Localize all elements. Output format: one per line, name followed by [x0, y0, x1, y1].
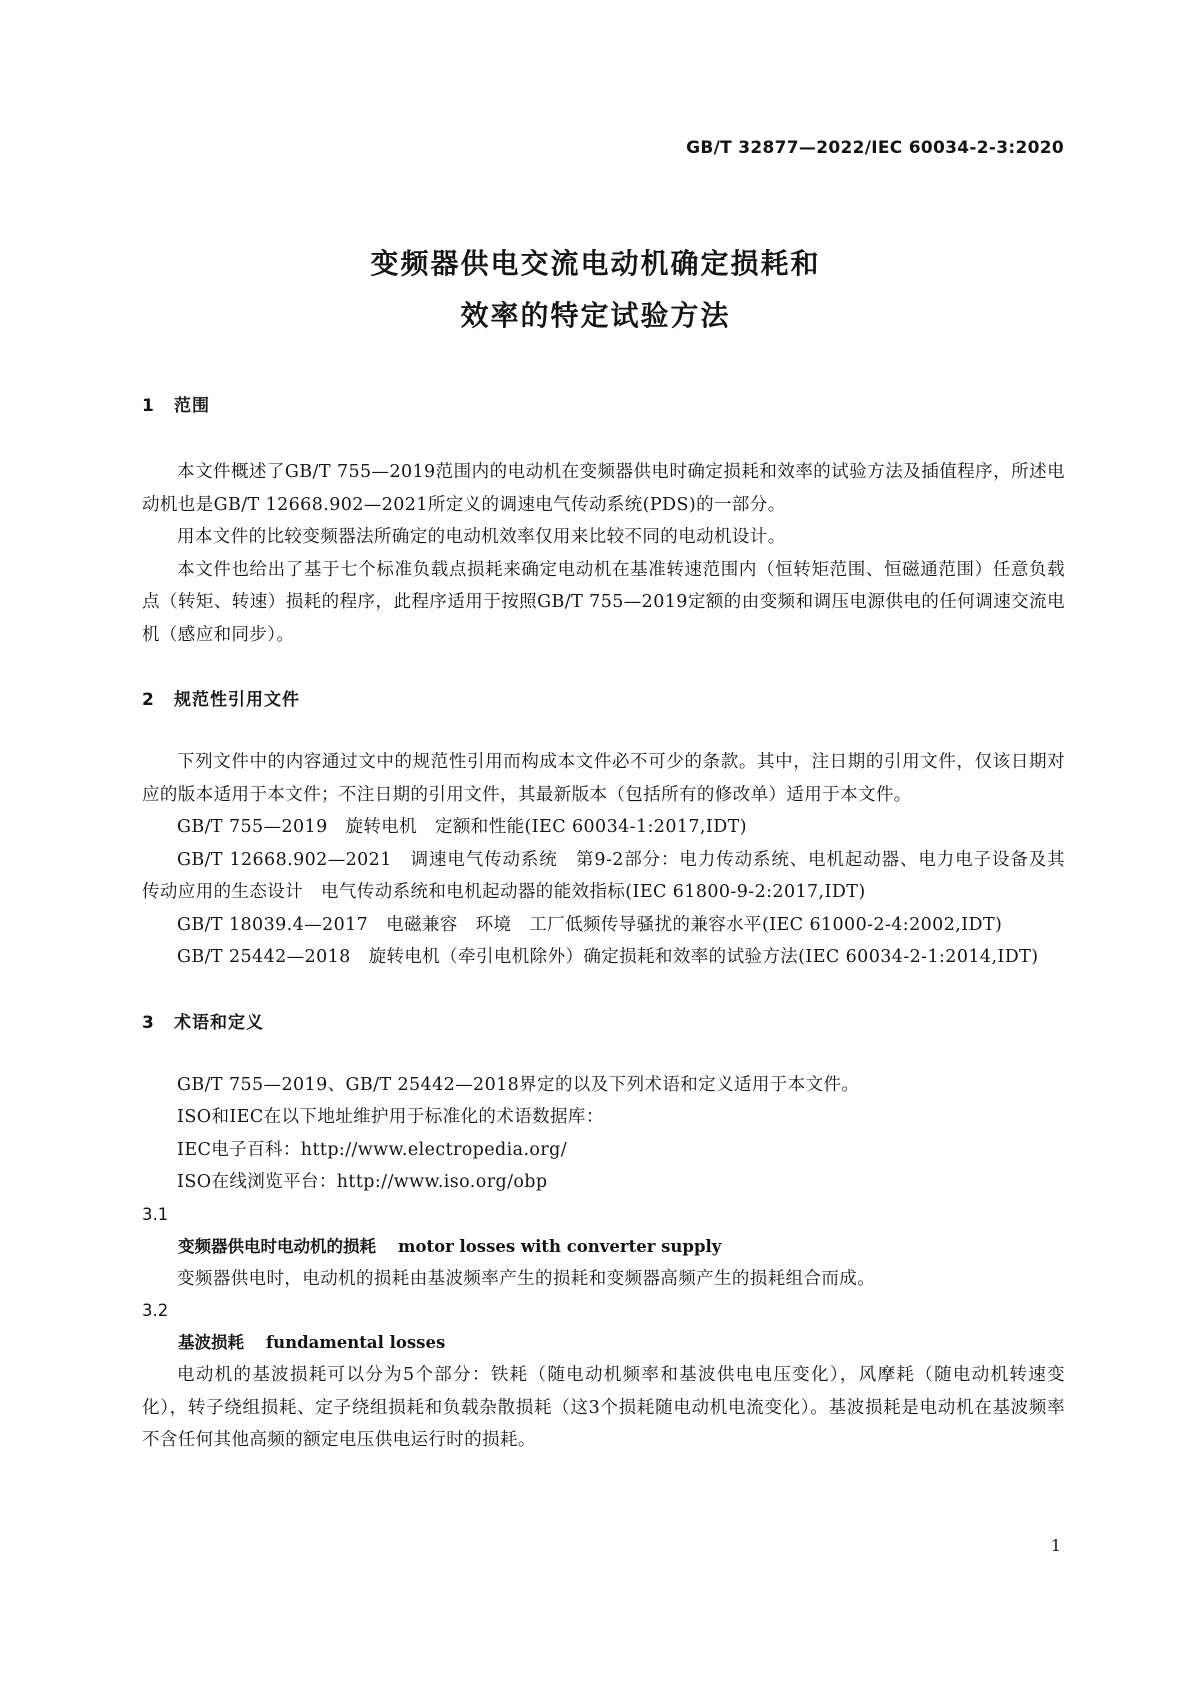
term-definition: 变频器供电时，电动机的损耗由基波频率产生的损耗和变频器高频产生的损耗组合而成。 — [177, 1268, 876, 1289]
term-name-en: fundamental losses — [266, 1333, 446, 1352]
document-body — [142, 390, 1065, 1457]
section-2-heading — [142, 684, 1065, 716]
section-1-body — [142, 456, 1065, 651]
title-line-1: 变频器供电交流电动机确定损耗和 — [370, 247, 821, 280]
section-number: 3 — [142, 1012, 155, 1033]
reference-item: GB/T 18039.4—2017 电磁兼容 环境 工厂低频传导骚扰的兼容水平(IEC 61000-2-4:2002,IDT) — [177, 914, 1003, 935]
title-line-2: 效率的特定试验方法 — [460, 299, 731, 332]
section-2-body — [142, 746, 1065, 974]
paragraph: 本文件也给出了基于七个标准负载点损耗来确定电动机在基准转速范围内（恒转矩范围、恒磁通范围）任意负载点（转矩、转速）损耗的程序，此程序适用于按照GB/T 755—2019定额的由变频和调压电源供电的任何调速交流电机（感应和同步）。 — [142, 559, 1065, 645]
term-number: 3.1 — [142, 1204, 169, 1224]
section-1-heading — [142, 390, 1065, 422]
section-3-heading — [142, 1007, 1065, 1039]
document-title — [0, 238, 1191, 342]
term-name — [142, 1231, 1065, 1263]
section-title: 范围 — [174, 396, 210, 416]
term-name-zh: 基波损耗 — [178, 1333, 244, 1352]
section-title: 术语和定义 — [174, 1012, 264, 1033]
term-definition: 电动机的基波损耗可以分为5个部分：铁耗（随电动机频率和基波供电电压变化），风摩耗（随电动机转速变化），转子绕组损耗、定子绕组损耗和负载杂散损耗（这3个损耗随电动机电流变化）。基波损耗是电动机在基波频率不含任何其他高频的额定电压供电运行时的损耗。 — [142, 1365, 1065, 1450]
section-3-body — [142, 1069, 1065, 1457]
paragraph: 用本文件的比较变频器法所确定的电动机效率仅用来比较不同的电动机设计。 — [177, 527, 786, 547]
paragraph: ISO在线浏览平台：http://www.iso.org/obp — [177, 1172, 548, 1192]
paragraph: ISO和IEC在以下地址维护用于标准化的术语数据库： — [177, 1107, 604, 1127]
page-number: 1 — [1050, 1536, 1061, 1555]
term-name — [142, 1327, 1065, 1359]
section-title: 规范性引用文件 — [174, 690, 300, 710]
reference-item: GB/T 755—2019 旋转电机 定额和性能(IEC 60034-1:2017,IDT) — [177, 817, 747, 837]
section-number: 2 — [142, 690, 155, 710]
term-name-zh: 变频器供电时电动机的损耗 — [178, 1236, 376, 1256]
reference-item: GB/T 25442—2018 旋转电机（牵引电机除外）确定损耗和效率的试验方法(IEC 60034-2-1:2014,IDT) — [177, 947, 1039, 967]
standard-id: GB/T 32877—2022/IEC 60034-2-3:2020 — [686, 138, 1064, 158]
paragraph: GB/T 755—2019、GB/T 25442—2018界定的以及下列术语和定义适用于本文件。 — [177, 1074, 860, 1095]
term-number: 3.2 — [142, 1301, 169, 1320]
paragraph: 本文件概述了GB/T 755—2019范围内的电动机在变频器供电时确定损耗和效率的试验方法及插值程序，所述电动机也是GB/T 12668.902—2021所定义的调速电气传动系统(PDS)的一部分。 — [142, 462, 1065, 515]
reference-item: GB/T 12668.902—2021 调速电气传动系统 第9-2部分：电力传动系统、电机起动器、电力电子设备及其传动应用的生态设计 电气传动系统和电机起动器的能效指标(IEC 61800-9-2:2017,IDT) — [142, 849, 1065, 902]
section-number: 1 — [142, 396, 155, 416]
paragraph: 下列文件中的内容通过文中的规范性引用而构成本文件必不可少的条款。其中，注日期的引用文件，仅该日期对应的版本适用于本文件；不注日期的引用文件，其最新版本（包括所有的修改单）适用于本文件。 — [142, 752, 1065, 805]
paragraph: IEC电子百科：http://www.electropedia.org/ — [177, 1139, 568, 1160]
term-name-en: motor losses with converter supply — [398, 1236, 722, 1256]
